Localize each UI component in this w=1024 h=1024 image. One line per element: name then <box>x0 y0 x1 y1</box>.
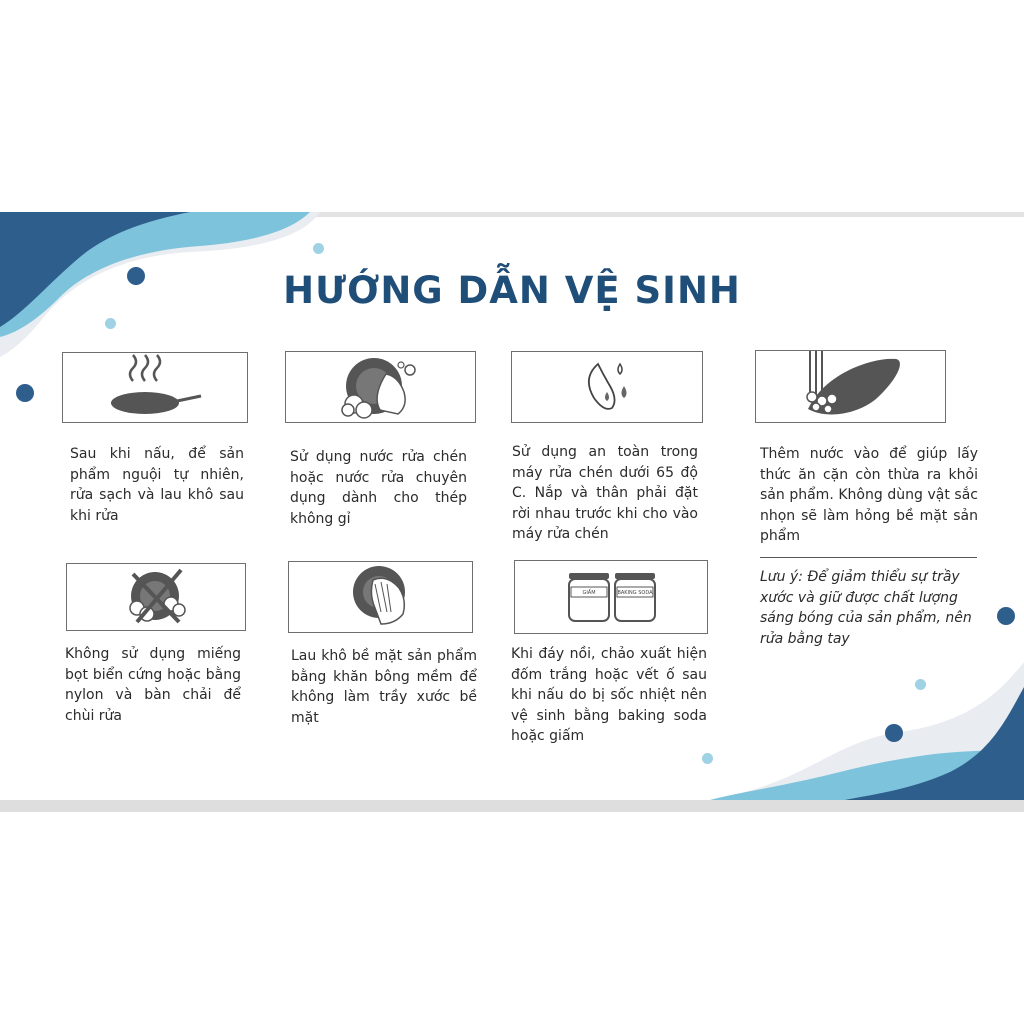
instruction-card-3 <box>511 351 703 423</box>
page-title: HƯỚNG DẪN VỆ SINH <box>283 269 741 312</box>
note-divider <box>760 557 977 558</box>
decor-dot <box>915 679 926 690</box>
instruction-card-7 <box>514 560 708 634</box>
decor-dot <box>313 243 324 254</box>
pan-steam-icon <box>63 353 249 424</box>
instruction-text-1: Sau khi nấu, để sản phẩm nguội tự nhiên, rửa sạch và lau khô sau khi rửa <box>70 446 244 524</box>
instruction-text-4: Thêm nước vào để giúp lấy thức ăn cặn còn thừa ra khỏi sản phẩm. Không dùng vật sắc nhọn sẽ làm hỏng bề mặt sản phẩm <box>760 446 978 544</box>
decor-dot <box>997 607 1015 625</box>
instruction-text-7: Khi đáy nồi, chảo xuất hiện đốm trắng hoặc vết ố sau khi nấu do bị sốc nhiệt nên vệ sinh bằng baking soda hoặc giấm <box>511 646 707 744</box>
vinegar-baking-soda-jars-icon <box>515 561 709 635</box>
dishwasher-drops-icon <box>512 352 704 424</box>
instruction-card-1 <box>62 352 248 423</box>
instruction-card-4 <box>755 350 946 423</box>
decor-dot <box>105 318 116 329</box>
bottom-right-wave-decoration <box>700 632 1024 812</box>
bottom-border <box>0 800 1024 812</box>
instruction-text-2: Sử dụng nước rửa chén hoặc nước rửa chuyên dụng dành cho thép không gỉ <box>290 449 467 527</box>
cleaning-guide-banner <box>0 212 1024 812</box>
instruction-text-6: Lau khô bề mặt sản phẩm bằng khăn bông mềm để không làm trầy xước bề mặt <box>291 648 477 726</box>
care-note: Lưu ý: Để giảm thiểu sự trầy xước và giữ được chất lượng sáng bóng của sản phẩm, nên rửa bằng tay <box>760 569 972 647</box>
instruction-card-6 <box>288 561 473 633</box>
instruction-card-5 <box>66 563 246 631</box>
towel-drying-plate-icon <box>289 562 474 634</box>
decor-dot <box>16 384 34 402</box>
decor-dot <box>885 724 903 742</box>
instruction-text-5: Không sử dụng miếng bọt biển cứng hoặc bằng nylon và bàn chải để chùi rửa <box>65 646 241 724</box>
baking-soda-jar-label: BAKING SODA <box>617 590 653 596</box>
vinegar-jar-label: GIẤM <box>582 590 596 596</box>
water-pouring-pan-icon <box>756 351 947 424</box>
decor-dot <box>702 753 713 764</box>
no-sponge-icon <box>67 564 247 632</box>
hand-washing-plate-icon <box>286 352 477 424</box>
instruction-card-2 <box>285 351 476 423</box>
instruction-text-3: Sử dụng an toàn trong máy rửa chén dưới 65 độ C. Nắp và thân phải đặt rời nhau trước khi cho vào máy rửa chén <box>512 444 698 542</box>
